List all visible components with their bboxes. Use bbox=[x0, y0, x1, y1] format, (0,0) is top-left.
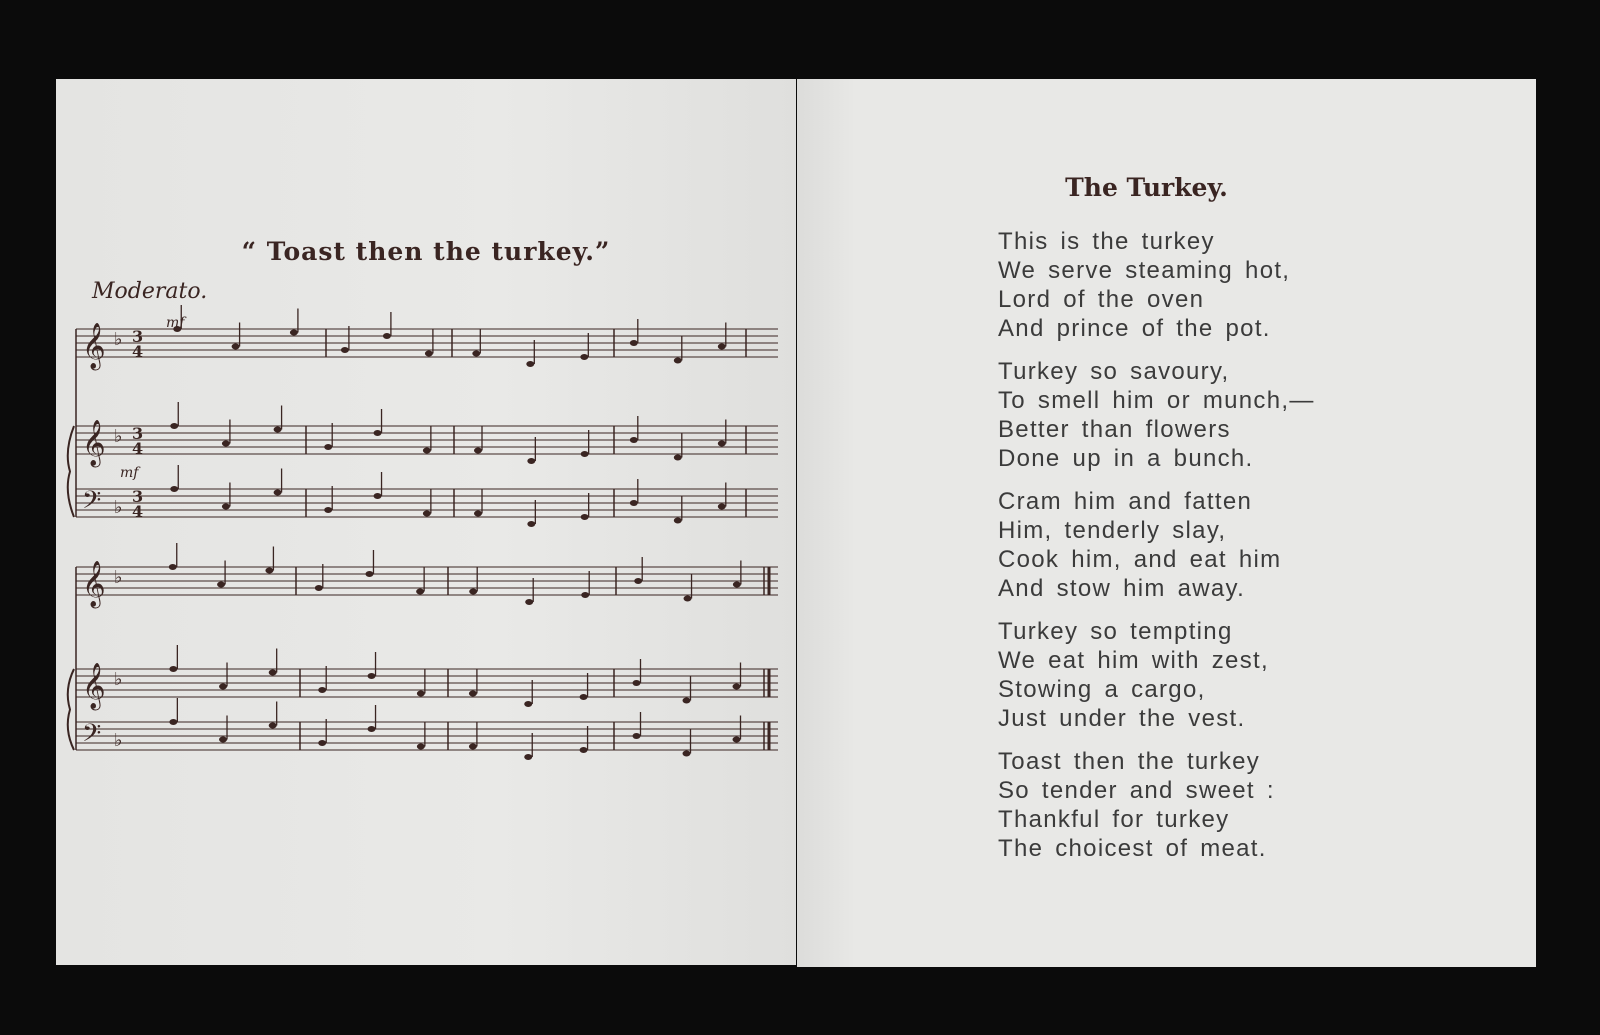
note-head bbox=[630, 340, 638, 346]
right-page-poem bbox=[797, 79, 1536, 967]
treble-clef-icon: 𝄞 bbox=[82, 420, 106, 466]
note-head bbox=[469, 691, 477, 697]
note-head bbox=[269, 670, 277, 676]
note-head bbox=[581, 451, 589, 457]
poem-line: Thankful for turkey bbox=[998, 806, 1230, 833]
note-head bbox=[169, 719, 177, 725]
flat-icon: ♭ bbox=[114, 669, 123, 690]
note-head bbox=[630, 437, 638, 443]
note-head bbox=[580, 694, 588, 700]
note-head bbox=[318, 687, 326, 693]
note-head bbox=[527, 521, 535, 527]
note-head bbox=[581, 514, 589, 520]
note-head bbox=[416, 589, 424, 595]
note-head bbox=[630, 500, 638, 506]
note-head bbox=[683, 698, 691, 704]
poem-line: Stowing a cargo, bbox=[998, 676, 1206, 703]
flat-icon: ♭ bbox=[114, 426, 123, 447]
poem-line: Toast then the turkey bbox=[998, 748, 1261, 775]
note-head bbox=[324, 444, 332, 450]
note-head bbox=[417, 691, 425, 697]
poem-line: We eat him with zest, bbox=[998, 647, 1269, 674]
note-head bbox=[368, 726, 376, 732]
note-head bbox=[580, 354, 588, 360]
note-head bbox=[169, 666, 177, 672]
note-head bbox=[580, 747, 588, 753]
time-signature: 3 bbox=[132, 487, 144, 506]
brace bbox=[68, 669, 74, 750]
note-head bbox=[581, 592, 589, 598]
stanza bbox=[998, 227, 1315, 343]
stanza bbox=[998, 357, 1315, 473]
note-head bbox=[425, 351, 433, 357]
dynamic-marking: mf bbox=[166, 315, 185, 331]
note-head bbox=[217, 582, 225, 588]
poem-line: Done up in a bunch. bbox=[998, 445, 1254, 472]
brace bbox=[68, 426, 74, 517]
note-head bbox=[524, 754, 532, 760]
note-head bbox=[633, 680, 641, 686]
stanza bbox=[998, 487, 1315, 603]
note-head bbox=[423, 448, 431, 454]
poem-line: This is the turkey bbox=[998, 228, 1215, 255]
note-head bbox=[733, 737, 741, 743]
poem-body bbox=[998, 227, 1315, 877]
note-head bbox=[524, 701, 532, 707]
note-head bbox=[374, 493, 382, 499]
poem-line: Better than flowers bbox=[998, 416, 1231, 443]
note-head bbox=[365, 571, 373, 577]
poem-line: Cram him and fatten bbox=[998, 488, 1253, 515]
time-signature: 4 bbox=[132, 502, 144, 521]
note-head bbox=[683, 751, 691, 757]
note-head bbox=[324, 507, 332, 513]
note-head bbox=[341, 347, 349, 353]
note-head bbox=[290, 330, 298, 336]
poem-line: Turkey so savoury, bbox=[998, 358, 1230, 385]
note-head bbox=[674, 455, 682, 461]
note-head bbox=[474, 511, 482, 517]
note-head bbox=[474, 448, 482, 454]
note-head bbox=[169, 564, 177, 570]
note-head bbox=[274, 490, 282, 496]
note-head bbox=[318, 740, 326, 746]
bass-clef-icon: 𝄢 bbox=[82, 719, 102, 754]
poem-title: The Turkey. bbox=[1065, 173, 1228, 202]
note-head bbox=[674, 358, 682, 364]
song-title: “ Toast then the turkey.” bbox=[241, 237, 611, 266]
note-head bbox=[170, 423, 178, 429]
bass-clef-icon: 𝄢 bbox=[82, 486, 102, 521]
note-head bbox=[374, 430, 382, 436]
poem-line: Lord of the oven bbox=[998, 286, 1205, 313]
dynamic-marking: mf bbox=[120, 465, 139, 481]
poem-line: Turkey so tempting bbox=[998, 618, 1233, 645]
note-head bbox=[222, 504, 230, 510]
poem-line: To smell him or munch,— bbox=[998, 387, 1315, 414]
note-head bbox=[219, 737, 227, 743]
poem-line: The choicest of meat. bbox=[998, 835, 1267, 862]
note-head bbox=[684, 596, 692, 602]
note-head bbox=[634, 578, 642, 584]
note-head bbox=[674, 518, 682, 524]
note-head bbox=[469, 744, 477, 750]
flat-icon: ♭ bbox=[114, 567, 123, 588]
note-head bbox=[526, 361, 534, 367]
poem-line: We serve steaming hot, bbox=[998, 257, 1291, 284]
treble-clef-icon: 𝄞 bbox=[82, 663, 106, 709]
note-head bbox=[265, 568, 273, 574]
note-head bbox=[718, 441, 726, 447]
time-signature: 3 bbox=[132, 424, 144, 443]
note-head bbox=[417, 744, 425, 750]
note-head bbox=[525, 599, 533, 605]
note-head bbox=[527, 458, 535, 464]
tempo-marking: Moderato. bbox=[92, 279, 208, 304]
note-head bbox=[718, 504, 726, 510]
note-head bbox=[368, 673, 376, 679]
note-head bbox=[423, 511, 431, 517]
poem-line: So tender and sweet : bbox=[998, 777, 1275, 804]
time-signature: 3 bbox=[132, 327, 144, 346]
note-head bbox=[222, 441, 230, 447]
note-head bbox=[269, 723, 277, 729]
poem-line: And stow him away. bbox=[998, 575, 1246, 602]
flat-icon: ♭ bbox=[114, 497, 123, 518]
music-score bbox=[56, 79, 796, 965]
poem-line: And prince of the pot. bbox=[998, 315, 1271, 342]
left-page-sheet-music bbox=[56, 79, 796, 965]
note-head bbox=[469, 589, 477, 595]
note-head bbox=[219, 684, 227, 690]
poem-line: Just under the vest. bbox=[998, 705, 1246, 732]
note-head bbox=[733, 684, 741, 690]
poem-line: Him, tenderly slay, bbox=[998, 517, 1227, 544]
flat-icon: ♭ bbox=[114, 329, 123, 350]
note-head bbox=[633, 733, 641, 739]
note-head bbox=[733, 582, 741, 588]
stanza bbox=[998, 747, 1315, 863]
note-head bbox=[383, 333, 391, 339]
note-head bbox=[274, 427, 282, 433]
flat-icon: ♭ bbox=[114, 730, 123, 751]
treble-clef-icon: 𝄞 bbox=[82, 561, 106, 607]
note-head bbox=[232, 344, 240, 350]
note-head bbox=[315, 585, 323, 591]
time-signature: 4 bbox=[132, 342, 144, 361]
note-head bbox=[472, 351, 480, 357]
poem-line: Cook him, and eat him bbox=[998, 546, 1282, 573]
time-signature: 4 bbox=[132, 439, 144, 458]
note-head bbox=[170, 486, 178, 492]
treble-clef-icon: 𝄞 bbox=[82, 323, 106, 369]
stanza bbox=[998, 617, 1315, 733]
note-head bbox=[718, 344, 726, 350]
